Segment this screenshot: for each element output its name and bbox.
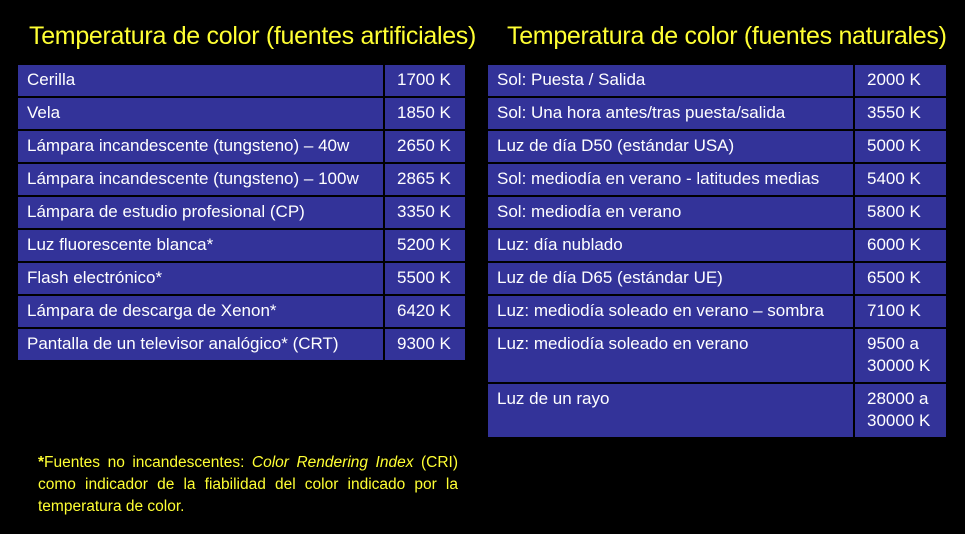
table-row (487, 64, 947, 97)
table-row (487, 262, 947, 295)
light-source-name: Pantalla de un televisor analógico* (CRT) (17, 328, 384, 361)
light-source-name: Sol: mediodía en verano (487, 196, 854, 229)
light-source-name: Luz de día D65 (estándar UE) (487, 262, 854, 295)
color-temperature-value: 28000 a 30000 K (854, 383, 947, 438)
table-row (487, 130, 947, 163)
light-source-name: Lámpara incandescente (tungsteno) – 40w (17, 130, 384, 163)
color-temperature-value: 6500 K (854, 262, 947, 295)
color-temperature-value: 5000 K (854, 130, 947, 163)
light-source-name: Flash electrónico* (17, 262, 384, 295)
color-temperature-value: 2000 K (854, 64, 947, 97)
light-source-name: Lámpara incandescente (tungsteno) – 100w (17, 163, 384, 196)
light-source-name: Luz de un rayo (487, 383, 854, 438)
light-source-name: Vela (17, 97, 384, 130)
color-temperature-value: 7100 K (854, 295, 947, 328)
right-table-title: Temperatura de color (fuentes naturales) (507, 22, 947, 50)
table-row (487, 383, 947, 438)
light-source-name: Luz: día nublado (487, 229, 854, 262)
light-source-name: Sol: Una hora antes/tras puesta/salida (487, 97, 854, 130)
color-temperature-value: 9300 K (384, 328, 466, 361)
color-temperature-value: 3550 K (854, 97, 947, 130)
table-row (17, 130, 466, 163)
table-row (487, 229, 947, 262)
natural-sources-table (486, 63, 948, 439)
color-temperature-value: 1700 K (384, 64, 466, 97)
table-row (487, 328, 947, 383)
light-source-name: Lámpara de descarga de Xenon* (17, 295, 384, 328)
light-source-name: Lámpara de estudio profesional (CP) (17, 196, 384, 229)
color-temperature-value: 6000 K (854, 229, 947, 262)
color-temperature-value: 3350 K (384, 196, 466, 229)
light-source-name: Sol: mediodía en verano - latitudes medias (487, 163, 854, 196)
table-row (17, 295, 466, 328)
table-row (17, 196, 466, 229)
footnote-cri-term: Color Rendering Index (251, 454, 414, 471)
table-row (17, 229, 466, 262)
footnote-text-1: Fuentes no incandescentes: (44, 454, 252, 471)
color-temperature-value: 5200 K (384, 229, 466, 262)
color-temperature-value: 2650 K (384, 130, 466, 163)
color-temperature-value: 5800 K (854, 196, 947, 229)
light-source-name: Cerilla (17, 64, 384, 97)
color-temperature-value: 1850 K (384, 97, 466, 130)
light-source-name: Luz: mediodía soleado en verano – sombra (487, 295, 854, 328)
table-row (17, 64, 466, 97)
light-source-name: Luz: mediodía soleado en verano (487, 328, 854, 383)
color-temperature-value: 5500 K (384, 262, 466, 295)
footnote (38, 452, 458, 518)
table-row (17, 97, 466, 130)
footnote-text-2: (CRI) como indicador de la fiabilidad del color indicado por la temperatura de color. (38, 454, 459, 515)
color-temperature-value: 6420 K (384, 295, 466, 328)
artificial-sources-table (16, 63, 467, 362)
table-row (487, 97, 947, 130)
color-temperature-value: 2865 K (384, 163, 466, 196)
color-temperature-value: 5400 K (854, 163, 947, 196)
footnote-asterisk: * (38, 454, 45, 471)
color-temperature-value: 9500 a 30000 K (854, 328, 947, 383)
light-source-name: Luz fluorescente blanca* (17, 229, 384, 262)
table-row (487, 196, 947, 229)
light-source-name: Sol: Puesta / Salida (487, 64, 854, 97)
table-row (17, 163, 466, 196)
light-source-name: Luz de día D50 (estándar USA) (487, 130, 854, 163)
table-row (17, 262, 466, 295)
table-row (487, 295, 947, 328)
left-table-title: Temperatura de color (fuentes artificiales) (29, 22, 477, 50)
table-row (487, 163, 947, 196)
table-row (17, 328, 466, 361)
